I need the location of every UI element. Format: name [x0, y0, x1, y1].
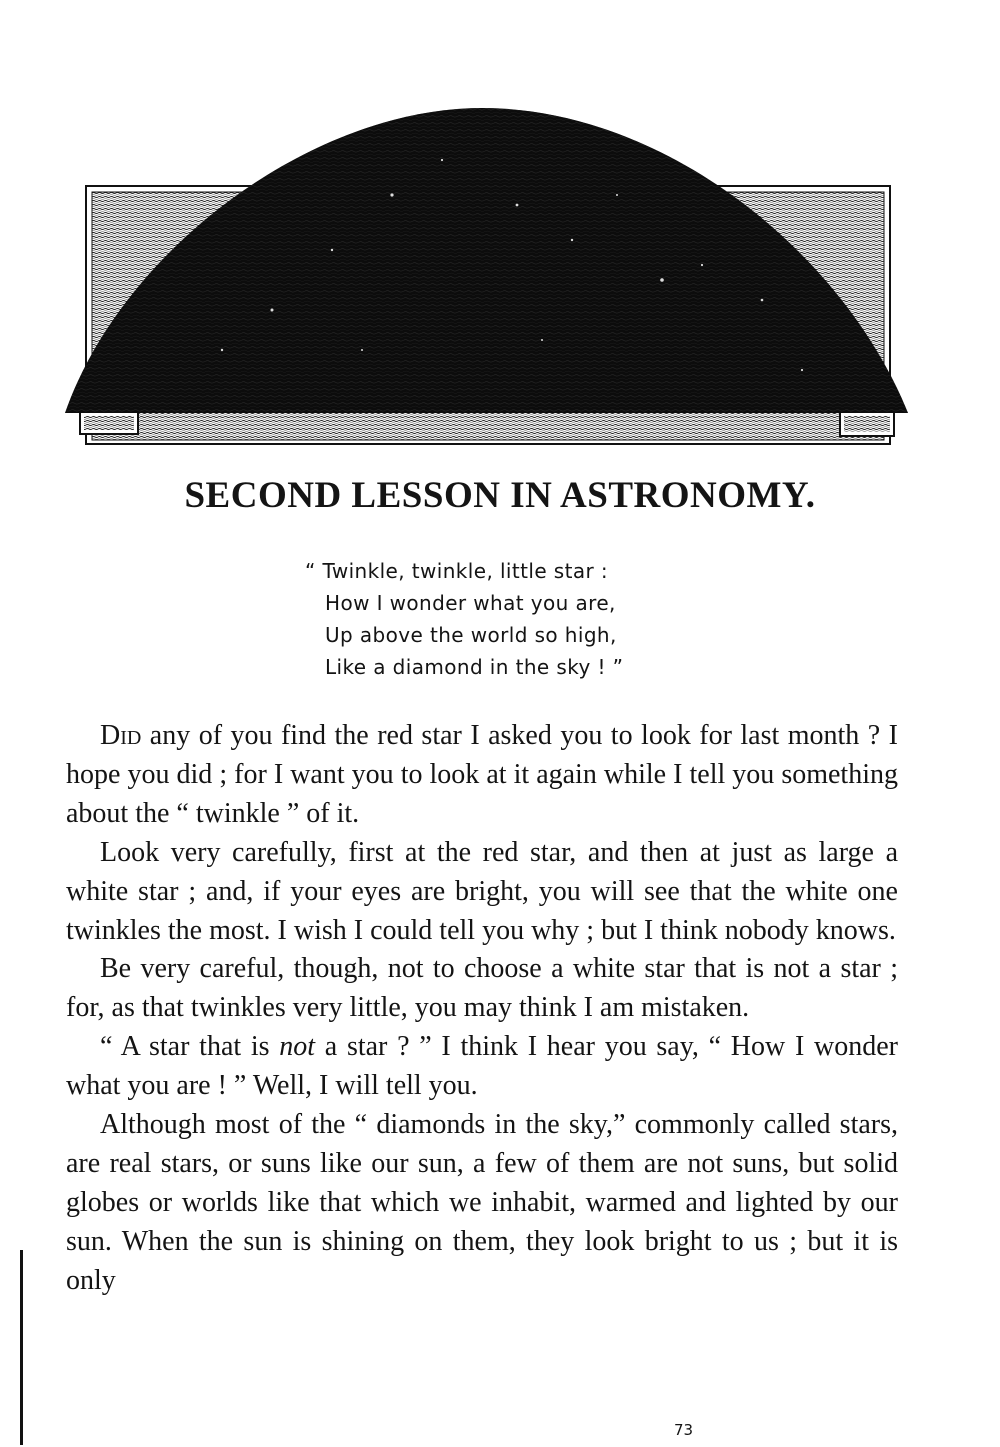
body-text: [66, 717, 898, 1301]
paragraph-text: “ A star that is: [100, 1031, 280, 1063]
verse-line: Up above the world so high,: [325, 623, 617, 647]
paragraph-text: any of you find the red star I asked you to look for last month ? I hope you did ; for I want you to look at it again while I tell you something about the “ twinkle ” of it.: [66, 720, 898, 829]
paragraph: Look very carefully, first at the red star, and then at just as large a white star ; and, if your eyes are bright, you will see that the white one twinkles the most. I wish I could tell you why ; but I think nobody knows.: [66, 836, 898, 946]
emphasis-word: not: [279, 1031, 316, 1063]
page-title: SECOND LESSON IN ASTRONOMY.: [184, 475, 816, 516]
margin-rule: [20, 1250, 23, 1445]
verse-line: Like a diamond in the sky ! ”: [325, 655, 624, 679]
page-number: 73: [674, 1421, 694, 1439]
verse-line: How I wonder what you are,: [325, 591, 616, 615]
paragraph: [66, 1028, 898, 1106]
paragraph-lead-word: Did: [100, 720, 142, 751]
verse-line: “ Twinkle, twinkle, little star :: [305, 559, 609, 583]
epigraph-verse: [305, 555, 623, 683]
paragraph-text: a star ? ” I think I hear you say, “ How I wonder what you are ! ” Well, I will tell you.: [66, 1031, 898, 1102]
paragraph: Be very careful, though, not to choose a white star that is not a star ; for, as that twinkles very little, you may think I am mistaken.: [66, 953, 898, 1024]
night-sky-illustration: [62, 100, 912, 445]
paragraph: [66, 717, 898, 834]
paragraph: Although most of the “ diamonds in the sky,” commonly called stars, are real stars, or suns like our sun, a few of them are not suns, but solid globes or worlds like that which we inhabit, warmed and lighted by our sun. When the sun is shining on them, they look bright to us ; but it is only: [66, 1109, 898, 1296]
